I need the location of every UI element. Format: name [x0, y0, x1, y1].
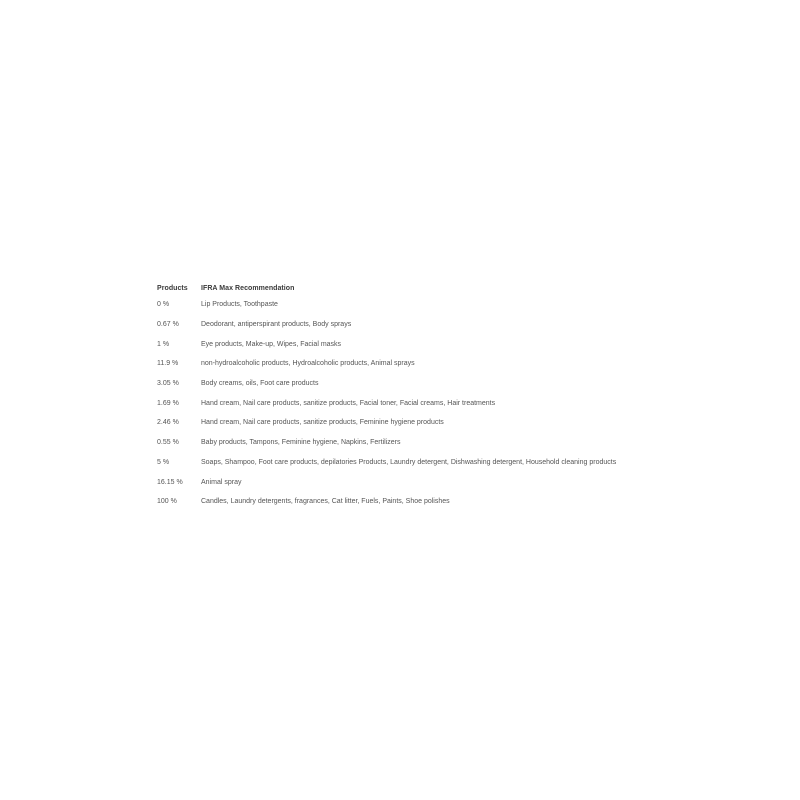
cell-percentage: 0.55 % [157, 439, 179, 447]
cell-percentage: 5 % [157, 458, 170, 466]
table-row [157, 393, 616, 413]
table-body [157, 295, 616, 512]
table-header [157, 281, 616, 295]
cell-products: Soaps, Shampoo, Foot care products, depilatories Products, Laundry detergent, Dishwashing detergent, Household cleaning products [201, 458, 617, 466]
table-row [157, 354, 616, 374]
table-row [157, 472, 616, 492]
cell-products: Lip Products, Toothpaste [201, 301, 278, 309]
header-products: Products [157, 284, 188, 292]
cell-percentage: 1 % [157, 340, 170, 348]
cell-products: Animal spray [201, 478, 242, 486]
ifra-recommendation-table [157, 281, 616, 512]
table-row [157, 315, 616, 335]
table-row [157, 295, 616, 315]
cell-products: Hand cream, Nail care products, sanitize products, Feminine hygiene products [201, 419, 444, 427]
cell-products: Candles, Laundry detergents, fragrances, Cat litter, Fuels, Paints, Shoe polishes [201, 498, 450, 506]
header-ifra-max: IFRA Max Recommendation [201, 284, 295, 292]
table-row [157, 413, 616, 433]
cell-products: Eye products, Make-up, Wipes, Facial masks [201, 340, 342, 348]
cell-products: Deodorant, antiperspirant products, Body sprays [201, 321, 352, 329]
cell-percentage: 3.05 % [157, 380, 179, 388]
table-row [157, 492, 616, 512]
cell-products: Body creams, oils, Foot care products [201, 380, 319, 388]
table-row [157, 453, 616, 473]
cell-percentage: 0.67 % [157, 321, 179, 329]
table-row [157, 334, 616, 354]
header-row [157, 281, 616, 295]
cell-products: Baby products, Tampons, Feminine hygiene, Napkins, Fertilizers [201, 439, 401, 447]
cell-percentage: 16.15 % [157, 478, 183, 486]
cell-products: Hand cream, Nail care products, sanitize products, Facial toner, Facial creams, Hair treatments [201, 399, 496, 407]
cell-percentage: 11.9 % [157, 360, 179, 368]
cell-percentage: 1.69 % [157, 399, 179, 407]
cell-products: non-hydroalcoholic products, Hydroalcoholic products, Animal sprays [201, 360, 415, 368]
table-row [157, 433, 616, 453]
cell-percentage: 0 % [157, 301, 170, 309]
table-row [157, 374, 616, 394]
cell-percentage: 100 % [157, 498, 177, 506]
cell-percentage: 2.46 % [157, 419, 179, 427]
